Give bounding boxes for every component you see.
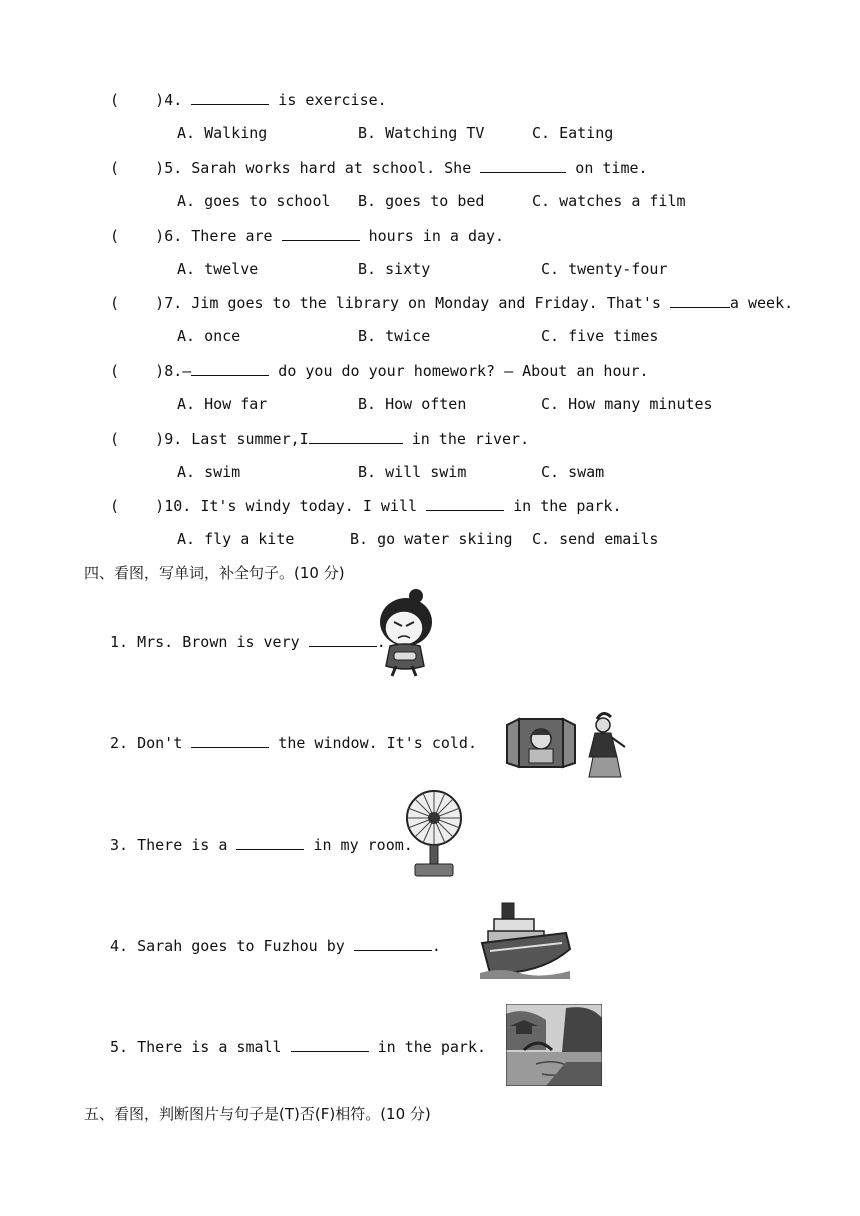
picture-item-1: 1. Mrs. Brown is very .: [110, 633, 386, 651]
option-a: A. twelve: [177, 260, 259, 278]
question-stem: ( )9. Last summer,I in the river.: [110, 430, 530, 448]
question-stem: ( )7. Jim goes to the library on Monday and Friday. That's a week.: [110, 294, 794, 312]
open-window-icon: [505, 705, 630, 783]
option-c: C. watches a film: [532, 192, 686, 210]
question-stem: ( )4. is exercise.: [110, 91, 387, 109]
option-a: A. swim: [177, 463, 241, 481]
ship-icon: [480, 895, 572, 980]
answer-blank[interactable]: [236, 835, 304, 850]
option-b: B. How often: [358, 395, 467, 413]
answer-blank[interactable]: [291, 1037, 369, 1052]
question-stem: ( )6. There are hours in a day.: [110, 227, 505, 245]
option-a: A. fly a kite: [177, 530, 295, 548]
option-a: A. once: [177, 327, 241, 345]
option-b: B. twice: [358, 327, 431, 345]
answer-blank[interactable]: [191, 733, 269, 748]
option-c: C. five times: [541, 327, 659, 345]
option-b: B. goes to bed: [358, 192, 485, 210]
option-a: A. How far: [177, 395, 268, 413]
option-c: C. How many minutes: [541, 395, 713, 413]
option-a: A. goes to school: [177, 192, 331, 210]
answer-blank[interactable]: [670, 293, 730, 308]
section-4-title: 四、看图，写单词，补全句子。(10 分): [84, 564, 345, 582]
answer-paren-open: (: [110, 91, 120, 109]
answer-blank[interactable]: [191, 90, 269, 105]
picture-item-4: 4. Sarah goes to Fuzhou by .: [110, 937, 441, 955]
question-stem: ( )10. It's windy today. I will in the park.: [110, 497, 622, 515]
answer-blank[interactable]: [354, 936, 432, 951]
option-c: C. swam: [541, 463, 605, 481]
option-b: B. will swim: [358, 463, 467, 481]
answer-blank[interactable]: [480, 158, 566, 173]
option-a: A. Walking: [177, 124, 268, 142]
answer-blank[interactable]: [309, 632, 377, 647]
answer-blank[interactable]: [426, 496, 504, 511]
option-b: B. Watching TV: [358, 124, 485, 142]
option-b: B. go water skiing: [350, 530, 513, 548]
picture-item-3: 3. There is a in my room.: [110, 836, 413, 854]
answer-blank[interactable]: [191, 361, 269, 376]
lake-park-icon: [506, 1004, 602, 1086]
question-stem: ( )8.— do you do your homework? — About an hour.: [110, 362, 649, 380]
picture-item-2: 2. Don't the window. It's cold.: [110, 734, 477, 752]
answer-blank[interactable]: [282, 226, 360, 241]
option-b: B. sixty: [358, 260, 431, 278]
answer-blank[interactable]: [309, 429, 403, 444]
section-5-title: 五、看图，判断图片与句子是(T)否(F)相符。(10 分): [84, 1105, 431, 1123]
question-number: 4.: [164, 91, 183, 109]
option-c: C. send emails: [532, 530, 659, 548]
question-stem: ( )5. Sarah works hard at school. She on time.: [110, 159, 648, 177]
picture-item-5: 5. There is a small in the park.: [110, 1038, 487, 1056]
option-c: C. Eating: [532, 124, 614, 142]
angry-girl-icon: [372, 588, 444, 678]
answer-paren-close: ): [155, 91, 165, 109]
option-c: C. twenty-four: [541, 260, 668, 278]
electric-fan-icon: [403, 790, 465, 880]
